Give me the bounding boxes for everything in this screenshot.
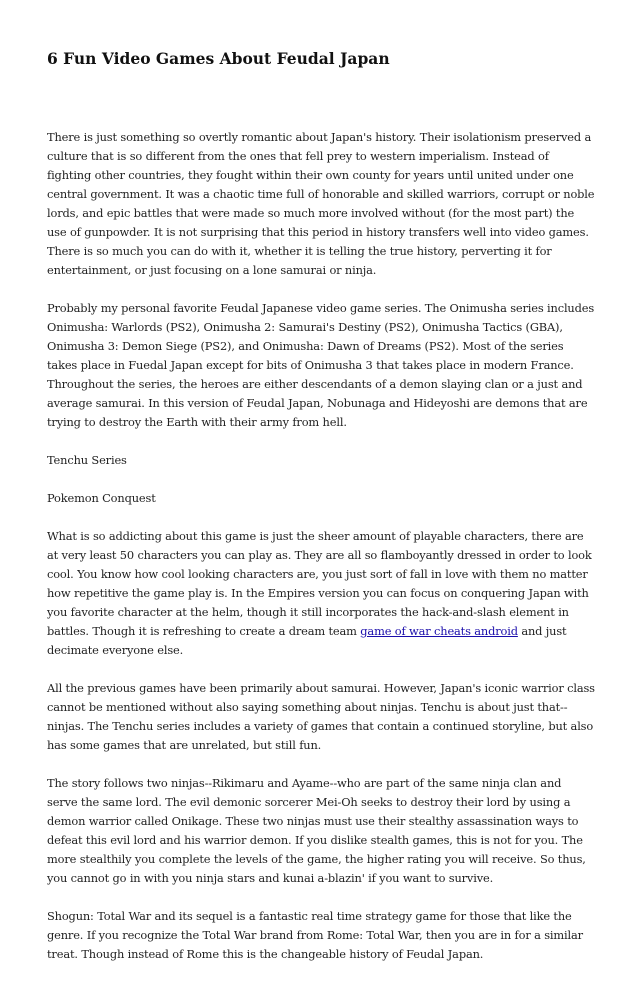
paragraph-shogun: Shogun: Total War and its sequel is a fantastic real time strategy game for those that like the genre. If you recognize the Total War brand from Rome: Total War, then you are in for a similar treat. Though instead of Rome this is the changeable history of Feudal Japan. [47,909,583,961]
game-of-war-link[interactable]: game of war cheats android [360,624,518,638]
paragraph-characters-text-before: What is so addicting about this game is just the sheer amount of playable characters, there are at very least 50 characters you can play as. They are all so flamboyantly dressed in order to look cool. You know how cool looking characters are, you just sort of fall in love with them no matter how repetitive the game play is. In the Empires version you can focus on conquering Japan with you favorite character at the helm, though it still incorporates the hack-and-slash element in battles. Though it is refreshing to create a dream team [47,529,592,638]
paragraph-characters-text-after: and just decimate everyone else. [47,624,567,657]
paragraph-onimusha: Probably my personal favorite Feudal Japanese video game series. The Onimusha series includes Onimusha: Warlords (PS2), Onimusha 2: Samurai's Destiny (PS2), Onimusha Tactics (GBA), Onimusha 3: Demon Siege (PS2), and Onimusha: Dawn of Dreams (PS2). Most of the series takes place in Fuedal Japan except for bits of Onimusha 3 that takes place in modern France. Throughout the series, the heroes are either descendants of a demon slaying clan or a just and average samurai. In this version of Feudal Japan, Nobunaga and Hideyoshi are demons that are trying to destroy the Earth with their army from hell. [47,301,595,429]
article-body [47,128,595,983]
paragraph-tenchu-heading: Tenchu Series [47,453,127,467]
paragraph-ninjas: All the previous games have been primarily about samurai. However, Japan's iconic warrior class cannot be mentioned without also saying something about ninjas. Tenchu is about just that--ninjas. The Tenchu series includes a variety of games that contain a continued storyline, but also has some games that are unrelated, but still fun. [47,681,595,752]
paragraph-pokemon-heading: Pokemon Conquest [47,491,156,505]
page-title: 6 Fun Video Games About Feudal Japan [47,49,390,68]
paragraph-intro: There is just something so overtly romantic about Japan's history. Their isolationism preserved a culture that is so different from the ones that fell prey to western imperialism. Instead of fighting other countries, they fought within their own county for years until united under one central government. It was a chaotic time full of honorable and skilled warriors, corrupt or noble lords, and epic battles that were made so much more involved without (for the most part) the use of gunpowder. It is not surprising that this period in history transfers well into video games. There is so much you can do with it, whether it is telling the true history, perverting it for entertainment, or just focusing on a lone samurai or ninja. [47,130,595,277]
paragraph-story: The story follows two ninjas--Rikimaru and Ayame--who are part of the same ninja clan and serve the same lord. The evil demonic sorcerer Mei-Oh seeks to destroy their lord by using a demon warrior called Onikage. These two ninjas must use their stealthy assassination ways to defeat this evil lord and his warrior demon. If you dislike stealth games, this is not for you. The more stealthily you complete the levels of the game, the higher rating you will receive. So thus, you cannot go in with you ninja stars and kunai a-blazin' if you want to survive. [47,776,586,885]
paragraph-characters [47,527,595,660]
